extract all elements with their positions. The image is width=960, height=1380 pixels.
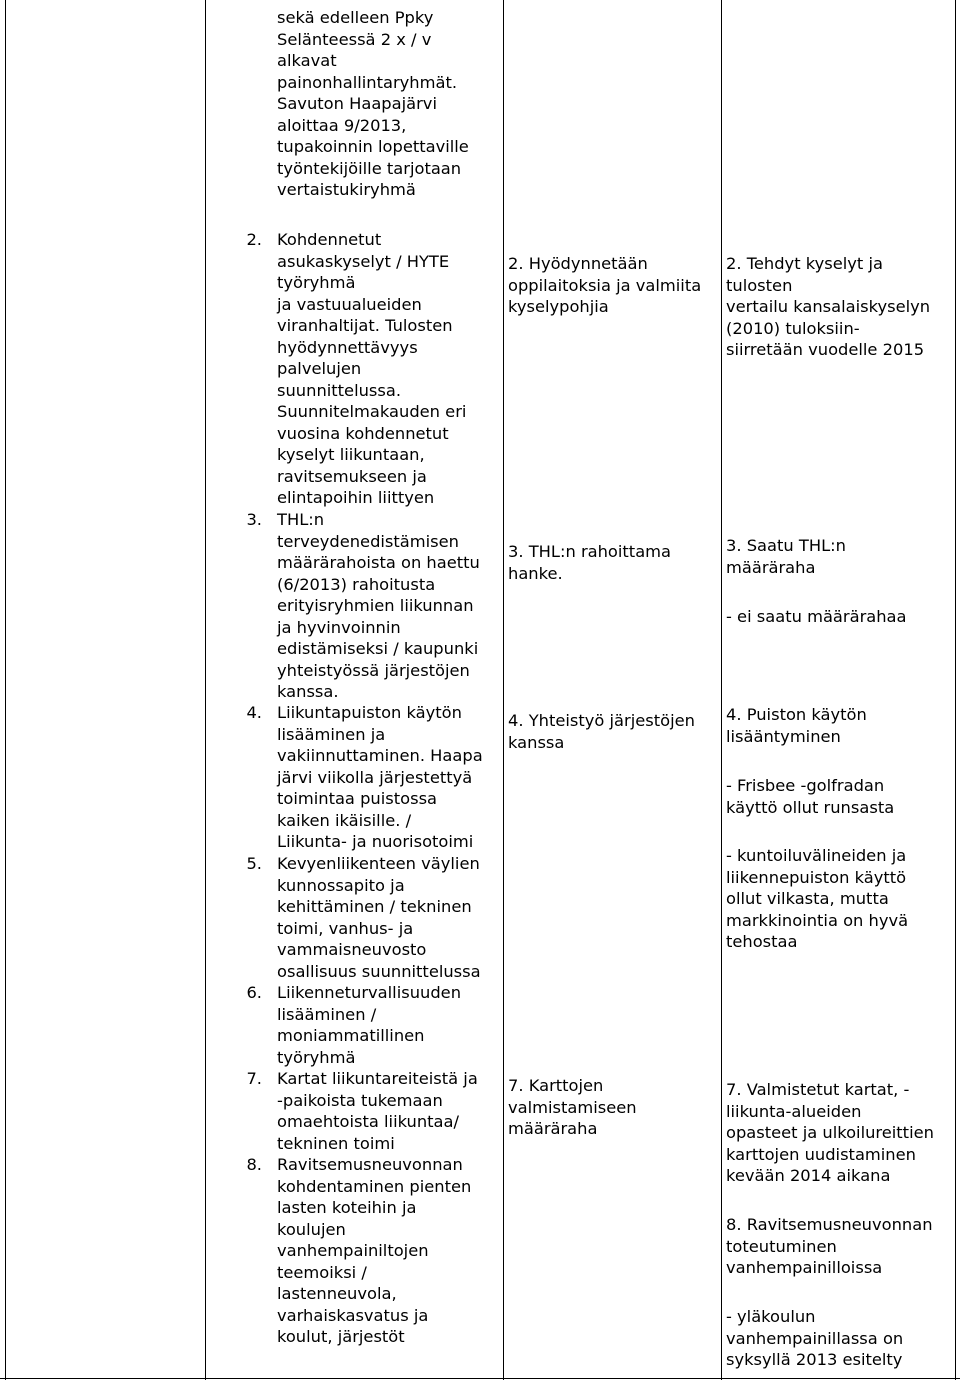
text-line: kehittäminen / tekninen — [277, 897, 472, 916]
text-line: Ravitsemusneuvonnan — [277, 1155, 463, 1174]
text-line: siirretään vuodelle 2015 — [726, 340, 925, 359]
text-line: lasten koteihin ja — [277, 1198, 417, 1217]
item-text — [277, 853, 481, 982]
text-line: Liikunta- ja nuorisotoimi — [277, 832, 474, 851]
item-text — [277, 702, 483, 853]
text-line: suunnittelussa. — [277, 380, 402, 400]
text-line: kaiken ikäisille. / — [277, 810, 412, 830]
result-3-note — [726, 606, 907, 628]
result-8-note — [726, 1306, 903, 1371]
text-line: lastenneuvola, — [277, 1284, 397, 1303]
text-line: koulut, järjestöt — [277, 1327, 405, 1346]
result-4-frisbee — [726, 775, 894, 818]
text-line: vanhempainilloissa — [726, 1258, 883, 1277]
text-line: painonhallintaryhmät. — [277, 72, 458, 92]
text-line: markkinointia on hyvä — [726, 910, 909, 930]
text-line: ravitsemukseen ja — [277, 466, 427, 486]
text-line: ja hyvinvoinnin — [277, 617, 401, 637]
text-line: terveydenedistämisen — [277, 531, 459, 551]
text-line: alkavat — [277, 51, 337, 70]
text-line: sekä edelleen Ppky — [277, 8, 434, 27]
text-line: hyödynnettävyys — [277, 337, 418, 357]
text-line: - Frisbee -golfradan — [726, 776, 885, 795]
text-line: kanssa. — [277, 682, 339, 701]
result-3 — [726, 535, 846, 578]
text-line: käyttö ollut runsasta — [726, 797, 895, 817]
text-line: THL:n — [277, 510, 325, 529]
text-line: lisääminen ja — [277, 724, 386, 744]
text-line: Savuton Haapajärvi — [277, 94, 437, 113]
text-line: tekninen toimi — [277, 1133, 395, 1153]
text-line: ja vastuualueiden — [277, 294, 422, 314]
resources-cell — [503, 0, 721, 1380]
text-line: syksyllä 2013 esitelty — [726, 1350, 903, 1369]
text-line: järvi viikolla järjestettyä — [277, 767, 473, 787]
text-line: Kohdennetut — [277, 230, 382, 249]
item-number: 3. — [246, 510, 262, 529]
resource-4 — [508, 710, 695, 753]
text-line: valmistamiseen — [508, 1097, 637, 1117]
text-line: oppilaitoksia ja valmiita — [508, 275, 702, 295]
text-line: varhaiskasvatus ja — [277, 1305, 429, 1325]
text-line: määräraha — [508, 1119, 598, 1138]
text-line: erityisryhmien liikunnan — [277, 596, 474, 615]
text-line: tulosten — [726, 275, 793, 295]
text-line: edistämiseksi / kaupunki — [277, 639, 479, 658]
text-line: 4. Puiston käytön — [726, 705, 867, 724]
text-line: vertaistukiryhmä — [277, 180, 416, 199]
text-line: ollut vilkasta, mutta — [726, 889, 889, 908]
text-line: Selänteessä 2 x / v — [277, 29, 432, 49]
text-line: liikunta-alueiden — [726, 1101, 862, 1121]
text-line: kohdentaminen pienten — [277, 1176, 472, 1196]
text-line: Kartat liikuntareiteistä ja — [277, 1069, 478, 1088]
text-line: työryhmä — [277, 273, 356, 292]
text-line: kanssa — [508, 732, 565, 752]
text-line: yhteistyössä järjestöjen — [277, 660, 470, 680]
text-line: lisääminen / — [277, 1004, 377, 1024]
text-line: 3. THL:n rahoittama — [508, 542, 672, 561]
text-line: Liikuntapuiston käytön — [277, 703, 462, 722]
item-text — [277, 1068, 478, 1154]
text-line: (6/2013) rahoitusta — [277, 574, 436, 594]
text-line: työntekijöille tarjotaan — [277, 158, 462, 178]
resource-7 — [508, 1075, 637, 1140]
resource-3 — [508, 541, 671, 584]
text-line: karttojen uudistaminen — [726, 1144, 916, 1164]
text-line: hanke. — [508, 563, 563, 583]
text-line: opasteet ja ulkoilureittien — [726, 1123, 934, 1142]
text-line: tehostaa — [726, 932, 798, 951]
text-line: vakiinnuttaminen. Haapa — [277, 746, 483, 765]
item-number: 8. — [246, 1155, 262, 1174]
text-line: 7. Karttojen — [508, 1076, 604, 1095]
item-number: 5. — [246, 854, 262, 873]
text-line: työryhmä — [277, 1047, 356, 1067]
text-line: Kevyenliikenteen väylien — [277, 854, 480, 873]
text-line: viranhaltijat. Tulosten — [277, 316, 453, 335]
text-line: lisääntyminen — [726, 726, 841, 746]
item-number: 6. — [246, 983, 262, 1002]
text-line: vanhempainillassa on — [726, 1328, 904, 1348]
text-line: toimintaa puistossa — [277, 789, 438, 808]
text-line: aloittaa 9/2013, — [277, 115, 407, 135]
text-line: - yläkoulun — [726, 1307, 816, 1326]
text-line: vertailu kansalaiskyselyn — [726, 297, 931, 316]
item-text — [277, 509, 480, 703]
text-line: asukaskyselyt / HYTE — [277, 251, 450, 271]
item-number: 4. — [246, 703, 262, 722]
text-line: kevään 2014 aikana — [726, 1166, 891, 1185]
text-line: toimi, vanhus- ja — [277, 918, 414, 938]
result-4 — [726, 704, 867, 747]
resource-2 — [508, 253, 701, 318]
text-line: 7. Valmistetut kartat, - — [726, 1080, 910, 1099]
text-line: vuosina kohdennetut — [277, 423, 449, 443]
text-line: Suunnitelmakauden eri — [277, 402, 467, 421]
text-line: määrärahoista on haettu — [277, 553, 480, 572]
text-line: osallisuus suunnittelussa — [277, 961, 481, 981]
text-line: 8. Ravitsemusneuvonnan — [726, 1215, 933, 1234]
result-4-equipment — [726, 845, 908, 953]
item-text — [277, 1154, 471, 1348]
text-line: kunnossapito ja — [277, 875, 405, 895]
text-line: Liikenneturvallisuuden — [277, 983, 462, 1002]
text-line: 2. Hyödynnetään — [508, 254, 648, 273]
item-text — [277, 229, 466, 509]
text-line: moniammatillinen — [277, 1026, 425, 1045]
text-line: kyselypohjia — [508, 297, 609, 316]
result-7 — [726, 1079, 934, 1187]
item-text — [277, 982, 461, 1068]
text-line: koulujen — [277, 1219, 346, 1239]
text-line: (2010) tuloksiin- — [726, 318, 860, 338]
result-8 — [726, 1214, 933, 1279]
text-line: omaehtoista liikuntaa/ — [277, 1112, 459, 1131]
text-line: - kuntoiluvälineiden ja — [726, 846, 907, 865]
text-line: vanhempainiltojen — [277, 1241, 429, 1260]
text-line: liikennepuiston käyttö — [726, 867, 907, 887]
text-line: -paikoista tukemaan — [277, 1090, 443, 1110]
result-2 — [726, 253, 930, 361]
results-cell — [721, 0, 955, 1380]
text-line: määräraha — [726, 557, 816, 577]
text-line: teemoiksi / — [277, 1262, 367, 1282]
text-line: palvelujen — [277, 359, 362, 378]
text-line: 3. Saatu THL:n — [726, 536, 846, 555]
text-line: toteutuminen — [726, 1236, 837, 1256]
item-number: 2. — [246, 230, 262, 249]
text-line: - ei saatu määrärahaa — [726, 607, 907, 626]
text-line: tupakoinnin lopettaville — [277, 137, 469, 156]
text-line: elintapoihin liittyen — [277, 488, 435, 507]
text-line: vammaisneuvosto — [277, 940, 427, 959]
text-line: 4. Yhteistyö järjestöjen — [508, 711, 695, 730]
text-line: kyselyt liikuntaan, — [277, 445, 425, 464]
text-line: 2. Tehdyt kyselyt ja — [726, 254, 883, 273]
item-number: 7. — [246, 1069, 262, 1088]
table-border-right — [955, 0, 956, 1380]
intro-text — [277, 7, 469, 201]
